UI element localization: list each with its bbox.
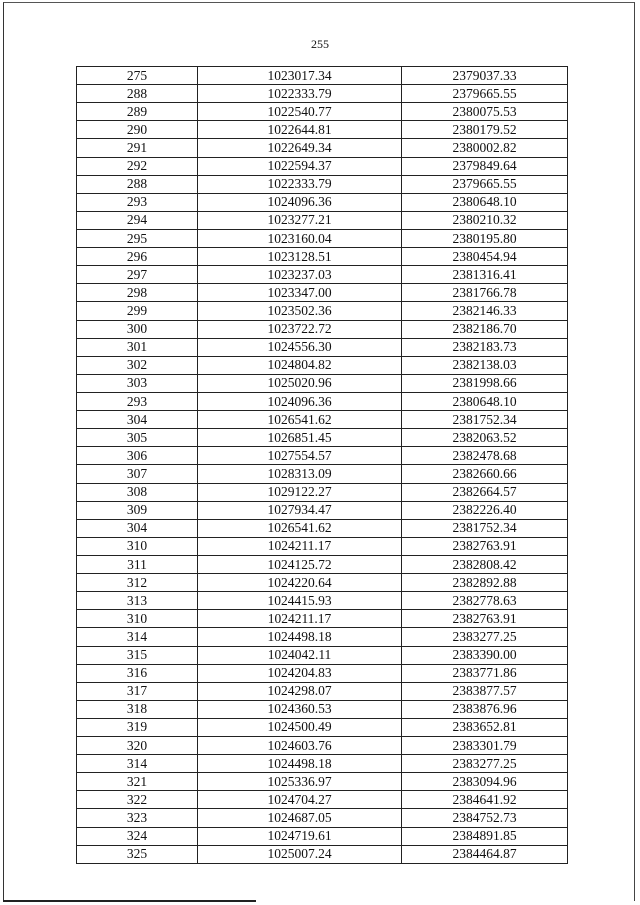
point-number-cell: 300 xyxy=(77,320,198,338)
x-coordinate-cell: 1026851.45 xyxy=(198,429,402,447)
y-coordinate-cell: 2383877.57 xyxy=(402,682,568,700)
point-number-cell: 304 xyxy=(77,411,198,429)
table-row xyxy=(77,592,568,610)
table-row xyxy=(77,628,568,646)
y-coordinate-cell: 2381766.78 xyxy=(402,284,568,302)
x-coordinate-cell: 1024603.76 xyxy=(198,737,402,755)
y-coordinate-cell: 2382763.91 xyxy=(402,610,568,628)
y-coordinate-cell: 2382892.88 xyxy=(402,574,568,592)
point-number-cell: 322 xyxy=(77,791,198,809)
point-number-cell: 301 xyxy=(77,338,198,356)
point-number-cell: 293 xyxy=(77,392,198,410)
y-coordinate-cell: 2380075.53 xyxy=(402,103,568,121)
x-coordinate-cell: 1026541.62 xyxy=(198,411,402,429)
y-coordinate-cell: 2383771.86 xyxy=(402,664,568,682)
bottom-rule xyxy=(3,900,256,902)
point-number-cell: 324 xyxy=(77,827,198,845)
y-coordinate-cell: 2380454.94 xyxy=(402,248,568,266)
x-coordinate-cell: 1026541.62 xyxy=(198,519,402,537)
x-coordinate-cell: 1022594.37 xyxy=(198,157,402,175)
point-number-cell: 323 xyxy=(77,809,198,827)
table-row xyxy=(77,555,568,573)
x-coordinate-cell: 1023722.72 xyxy=(198,320,402,338)
x-coordinate-cell: 1024498.18 xyxy=(198,755,402,773)
table-row xyxy=(77,103,568,121)
table-row xyxy=(77,67,568,85)
point-number-cell: 311 xyxy=(77,555,198,573)
table-row xyxy=(77,519,568,537)
x-coordinate-cell: 1024125.72 xyxy=(198,555,402,573)
point-number-cell: 320 xyxy=(77,737,198,755)
x-coordinate-cell: 1025336.97 xyxy=(198,773,402,791)
table-row xyxy=(77,320,568,338)
x-coordinate-cell: 1024204.83 xyxy=(198,664,402,682)
y-coordinate-cell: 2379037.33 xyxy=(402,67,568,85)
x-coordinate-cell: 1023128.51 xyxy=(198,248,402,266)
y-coordinate-cell: 2383277.25 xyxy=(402,755,568,773)
point-number-cell: 295 xyxy=(77,229,198,247)
x-coordinate-cell: 1024719.61 xyxy=(198,827,402,845)
table-row xyxy=(77,139,568,157)
y-coordinate-cell: 2382226.40 xyxy=(402,501,568,519)
x-coordinate-cell: 1024211.17 xyxy=(198,610,402,628)
x-coordinate-cell: 1024704.27 xyxy=(198,791,402,809)
y-coordinate-cell: 2382063.52 xyxy=(402,429,568,447)
x-coordinate-cell: 1028313.09 xyxy=(198,465,402,483)
y-coordinate-cell: 2382478.68 xyxy=(402,447,568,465)
y-coordinate-cell: 2379665.55 xyxy=(402,175,568,193)
y-coordinate-cell: 2379665.55 xyxy=(402,85,568,103)
y-coordinate-cell: 2380210.32 xyxy=(402,211,568,229)
table-row xyxy=(77,501,568,519)
point-number-cell: 317 xyxy=(77,682,198,700)
x-coordinate-cell: 1024096.36 xyxy=(198,392,402,410)
point-number-cell: 288 xyxy=(77,85,198,103)
table-row xyxy=(77,537,568,555)
x-coordinate-cell: 1022333.79 xyxy=(198,175,402,193)
table-row xyxy=(77,646,568,664)
table-row xyxy=(77,791,568,809)
table-row xyxy=(77,773,568,791)
table-row xyxy=(77,266,568,284)
table-row xyxy=(77,211,568,229)
x-coordinate-cell: 1025020.96 xyxy=(198,374,402,392)
table-row xyxy=(77,610,568,628)
table-row xyxy=(77,85,568,103)
point-number-cell: 275 xyxy=(77,67,198,85)
y-coordinate-cell: 2383652.81 xyxy=(402,718,568,736)
x-coordinate-cell: 1023277.21 xyxy=(198,211,402,229)
table-row xyxy=(77,809,568,827)
y-coordinate-cell: 2382664.57 xyxy=(402,483,568,501)
y-coordinate-cell: 2381998.66 xyxy=(402,374,568,392)
y-coordinate-cell: 2382138.03 xyxy=(402,356,568,374)
point-number-cell: 304 xyxy=(77,519,198,537)
y-coordinate-cell: 2384641.92 xyxy=(402,791,568,809)
y-coordinate-cell: 2380179.52 xyxy=(402,121,568,139)
x-coordinate-cell: 1022649.34 xyxy=(198,139,402,157)
y-coordinate-cell: 2381752.34 xyxy=(402,411,568,429)
y-coordinate-cell: 2383301.79 xyxy=(402,737,568,755)
x-coordinate-cell: 1023160.04 xyxy=(198,229,402,247)
coordinates-table xyxy=(76,66,568,864)
point-number-cell: 296 xyxy=(77,248,198,266)
table-row xyxy=(77,392,568,410)
coordinates-table-body xyxy=(77,67,568,864)
point-number-cell: 288 xyxy=(77,175,198,193)
y-coordinate-cell: 2383094.96 xyxy=(402,773,568,791)
point-number-cell: 313 xyxy=(77,592,198,610)
point-number-cell: 290 xyxy=(77,121,198,139)
table-row xyxy=(77,411,568,429)
table-row xyxy=(77,175,568,193)
table-row xyxy=(77,121,568,139)
point-number-cell: 318 xyxy=(77,700,198,718)
x-coordinate-cell: 1027554.57 xyxy=(198,447,402,465)
x-coordinate-cell: 1024498.18 xyxy=(198,628,402,646)
table-row xyxy=(77,827,568,845)
point-number-cell: 308 xyxy=(77,483,198,501)
point-number-cell: 310 xyxy=(77,610,198,628)
table-row xyxy=(77,248,568,266)
x-coordinate-cell: 1024042.11 xyxy=(198,646,402,664)
x-coordinate-cell: 1024415.93 xyxy=(198,592,402,610)
x-coordinate-cell: 1024500.49 xyxy=(198,718,402,736)
y-coordinate-cell: 2379849.64 xyxy=(402,157,568,175)
point-number-cell: 294 xyxy=(77,211,198,229)
table-row xyxy=(77,845,568,863)
y-coordinate-cell: 2382808.42 xyxy=(402,555,568,573)
table-row xyxy=(77,193,568,211)
x-coordinate-cell: 1025007.24 xyxy=(198,845,402,863)
y-coordinate-cell: 2382183.73 xyxy=(402,338,568,356)
y-coordinate-cell: 2383876.96 xyxy=(402,700,568,718)
x-coordinate-cell: 1023237.03 xyxy=(198,266,402,284)
x-coordinate-cell: 1023017.34 xyxy=(198,67,402,85)
table-row xyxy=(77,483,568,501)
table-row xyxy=(77,700,568,718)
table-row xyxy=(77,302,568,320)
point-number-cell: 289 xyxy=(77,103,198,121)
point-number-cell: 316 xyxy=(77,664,198,682)
table-row xyxy=(77,664,568,682)
x-coordinate-cell: 1024096.36 xyxy=(198,193,402,211)
point-number-cell: 298 xyxy=(77,284,198,302)
y-coordinate-cell: 2384752.73 xyxy=(402,809,568,827)
point-number-cell: 303 xyxy=(77,374,198,392)
y-coordinate-cell: 2380648.10 xyxy=(402,193,568,211)
x-coordinate-cell: 1023502.36 xyxy=(198,302,402,320)
point-number-cell: 312 xyxy=(77,574,198,592)
point-number-cell: 314 xyxy=(77,628,198,646)
table-row xyxy=(77,447,568,465)
y-coordinate-cell: 2382660.66 xyxy=(402,465,568,483)
x-coordinate-cell: 1022333.79 xyxy=(198,85,402,103)
y-coordinate-cell: 2380195.80 xyxy=(402,229,568,247)
table-row xyxy=(77,718,568,736)
table-row xyxy=(77,374,568,392)
point-number-cell: 309 xyxy=(77,501,198,519)
x-coordinate-cell: 1024687.05 xyxy=(198,809,402,827)
y-coordinate-cell: 2383390.00 xyxy=(402,646,568,664)
y-coordinate-cell: 2383277.25 xyxy=(402,628,568,646)
point-number-cell: 314 xyxy=(77,755,198,773)
table-row xyxy=(77,737,568,755)
y-coordinate-cell: 2384464.87 xyxy=(402,845,568,863)
table-row xyxy=(77,284,568,302)
y-coordinate-cell: 2382186.70 xyxy=(402,320,568,338)
point-number-cell: 325 xyxy=(77,845,198,863)
point-number-cell: 291 xyxy=(77,139,198,157)
x-coordinate-cell: 1023347.00 xyxy=(198,284,402,302)
y-coordinate-cell: 2381316.41 xyxy=(402,266,568,284)
table-row xyxy=(77,755,568,773)
point-number-cell: 293 xyxy=(77,193,198,211)
table-row xyxy=(77,157,568,175)
x-coordinate-cell: 1024298.07 xyxy=(198,682,402,700)
y-coordinate-cell: 2382778.63 xyxy=(402,592,568,610)
x-coordinate-cell: 1022644.81 xyxy=(198,121,402,139)
y-coordinate-cell: 2380648.10 xyxy=(402,392,568,410)
table-row xyxy=(77,229,568,247)
table-row xyxy=(77,682,568,700)
point-number-cell: 292 xyxy=(77,157,198,175)
x-coordinate-cell: 1024220.64 xyxy=(198,574,402,592)
table-row xyxy=(77,465,568,483)
page-number: 255 xyxy=(311,37,329,51)
point-number-cell: 306 xyxy=(77,447,198,465)
y-coordinate-cell: 2384891.85 xyxy=(402,827,568,845)
point-number-cell: 310 xyxy=(77,537,198,555)
y-coordinate-cell: 2380002.82 xyxy=(402,139,568,157)
x-coordinate-cell: 1024804.82 xyxy=(198,356,402,374)
point-number-cell: 299 xyxy=(77,302,198,320)
x-coordinate-cell: 1029122.27 xyxy=(198,483,402,501)
point-number-cell: 307 xyxy=(77,465,198,483)
table-row xyxy=(77,574,568,592)
point-number-cell: 321 xyxy=(77,773,198,791)
x-coordinate-cell: 1024556.30 xyxy=(198,338,402,356)
table-row xyxy=(77,356,568,374)
table-row xyxy=(77,338,568,356)
point-number-cell: 319 xyxy=(77,718,198,736)
x-coordinate-cell: 1024360.53 xyxy=(198,700,402,718)
point-number-cell: 297 xyxy=(77,266,198,284)
y-coordinate-cell: 2381752.34 xyxy=(402,519,568,537)
y-coordinate-cell: 2382763.91 xyxy=(402,537,568,555)
point-number-cell: 305 xyxy=(77,429,198,447)
y-coordinate-cell: 2382146.33 xyxy=(402,302,568,320)
x-coordinate-cell: 1027934.47 xyxy=(198,501,402,519)
x-coordinate-cell: 1022540.77 xyxy=(198,103,402,121)
table-row xyxy=(77,429,568,447)
x-coordinate-cell: 1024211.17 xyxy=(198,537,402,555)
point-number-cell: 315 xyxy=(77,646,198,664)
point-number-cell: 302 xyxy=(77,356,198,374)
